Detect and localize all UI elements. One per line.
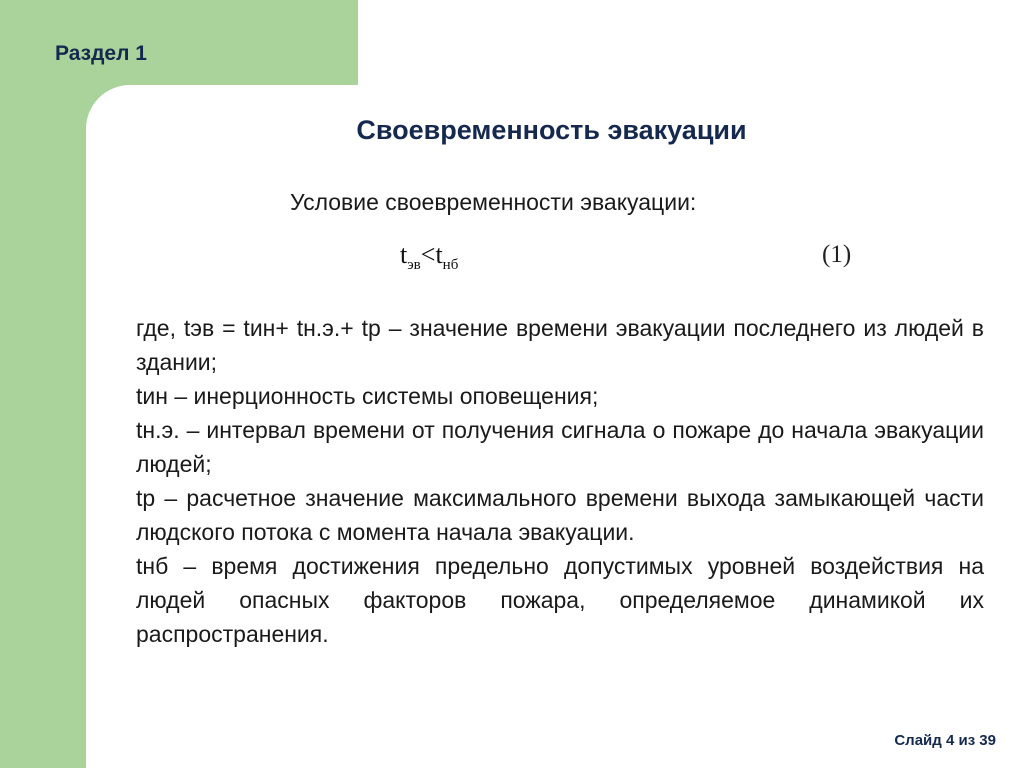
formula (400, 240, 458, 274)
slide-subtitle: Условие своевременности эвакуации: (290, 189, 697, 215)
formula-left-sub: эв (407, 257, 421, 274)
formula-left-t: t (400, 240, 408, 269)
formula-number: (1) (822, 241, 852, 268)
definitions-text (136, 311, 984, 651)
paragraph: tр – расчетное значение максимального времени выхода замыкающей части людского потока с момента начала эвакуации. (136, 485, 984, 545)
paragraph: tнб – время достижения предельно допустимых уровней воздействия на людей опасных факторов пожара, определяемое динамикой их распространения. (136, 553, 984, 647)
paragraph: tн.э. – интервал времени от получения сигнала о пожаре до начала эвакуации людей; (136, 417, 984, 477)
slide-title: Своевременность эвакуации (356, 115, 747, 145)
paragraph: tин – инерционность системы оповещения; (136, 383, 599, 409)
section-label: Раздел 1 (55, 42, 147, 65)
formula-right-sub: нб (442, 257, 459, 274)
header-strip (358, 0, 1024, 85)
formula-operator: < (420, 240, 436, 269)
paragraph: где, tэв = tин+ tн.э.+ tр – значение времени эвакуации последнего из людей в здании; (136, 315, 984, 375)
formula-right-t: t (435, 240, 443, 269)
slide-counter: Слайд 4 из 39 (894, 732, 996, 749)
